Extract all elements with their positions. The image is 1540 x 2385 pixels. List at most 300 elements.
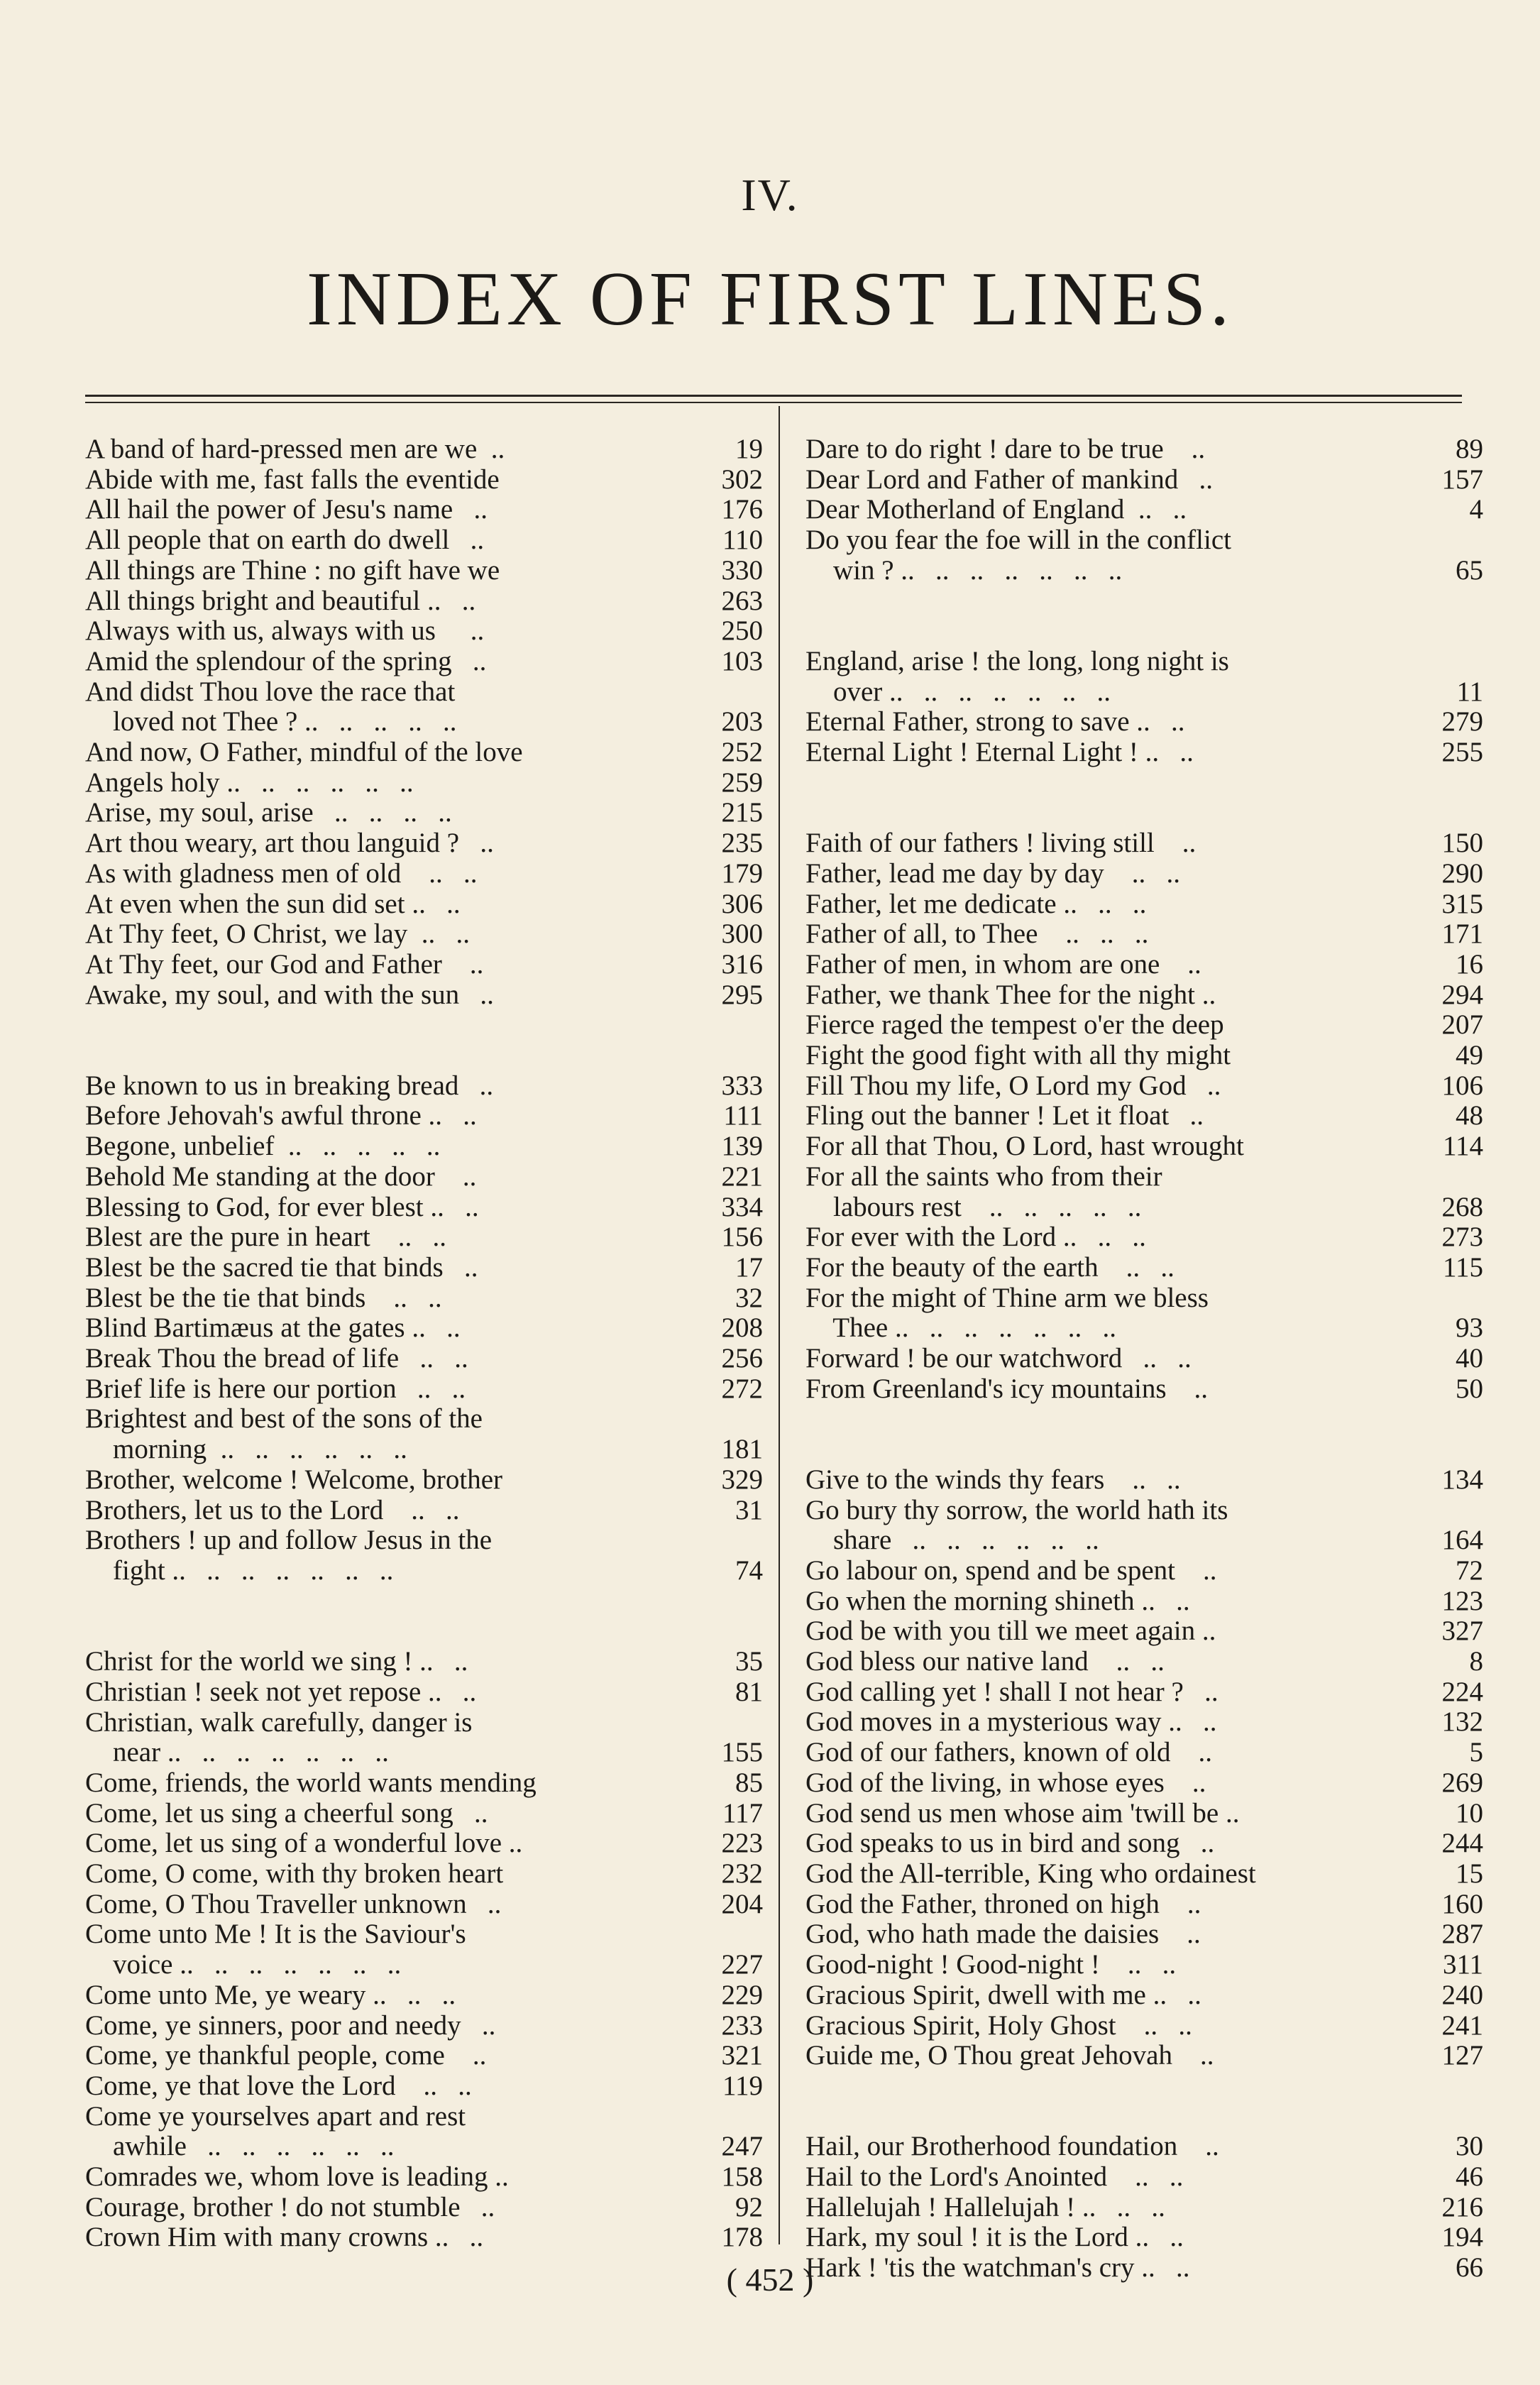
first-line-text: All things are Thine : no gift have we xyxy=(85,554,500,586)
hymn-number: 50 xyxy=(1456,1373,1483,1404)
first-line-text: Come, ye thankful people, come .. xyxy=(85,2040,487,2071)
first-line-text: over .. .. .. .. .. .. .. xyxy=(805,676,1111,707)
hymn-number: 8 xyxy=(1469,1646,1483,1677)
first-line-text: Awake, my soul, and with the sun .. xyxy=(85,979,494,1010)
hymn-number: 19 xyxy=(735,434,763,464)
first-line-text: Dear Lord and Father of mankind .. xyxy=(805,464,1213,495)
first-line-text: Fierce raged the tempest o'er the deep xyxy=(805,1009,1224,1041)
index-entry xyxy=(85,1313,763,1344)
index-entry xyxy=(85,1222,763,1253)
first-line-text: fight .. .. .. .. .. .. .. xyxy=(85,1555,394,1586)
first-line-text: labours rest .. .. .. .. .. xyxy=(805,1191,1142,1222)
hymn-number: 311 xyxy=(1442,1949,1483,1980)
first-line-text: Faith of our fathers ! living still .. xyxy=(805,828,1197,859)
index-entry xyxy=(805,1253,1483,1283)
index-column-left xyxy=(85,434,763,2253)
first-line-text: God, who hath made the daisies .. xyxy=(805,1919,1201,1950)
hymn-number: 40 xyxy=(1456,1343,1483,1374)
first-line-text: Crown Him with many crowns .. .. xyxy=(85,2222,484,2253)
index-entry xyxy=(805,2041,1483,2071)
hymn-number: 263 xyxy=(721,585,763,616)
hymn-number: 269 xyxy=(1441,1767,1483,1798)
hymn-number: 334 xyxy=(721,1191,763,1222)
hymn-number: 295 xyxy=(721,979,763,1010)
first-line-text: Go when the morning shineth .. .. xyxy=(805,1585,1190,1616)
index-entry xyxy=(805,1919,1483,1950)
index-entry xyxy=(85,647,763,677)
index-entry xyxy=(85,1738,763,1768)
header-rule-thick xyxy=(85,395,1462,397)
first-line-text: For all the saints who from their xyxy=(805,1161,1162,1192)
index-entry xyxy=(85,1374,763,1405)
first-line-text: All people that on earth do dwell .. xyxy=(85,525,485,556)
hymn-number: 204 xyxy=(721,1888,763,1919)
index-entry xyxy=(85,707,763,738)
first-line-text: Guide me, O Thou great Jehovah .. xyxy=(805,2040,1214,2071)
first-line-text: Fling out the banner ! Let it float .. xyxy=(805,1100,1204,1131)
index-entry xyxy=(85,495,763,525)
hymn-number: 103 xyxy=(721,645,763,676)
first-line-text: Come, ye sinners, poor and needy .. xyxy=(85,2010,496,2041)
hymn-number: 327 xyxy=(1441,1616,1483,1647)
index-entry xyxy=(805,1950,1483,1980)
letter-group-gap xyxy=(85,1010,763,1070)
first-line-text: Blest be the tie that binds .. .. xyxy=(85,1282,442,1313)
first-line-text: Come unto Me ! It is the Saviour's xyxy=(85,1919,466,1950)
first-line-text: Father of men, in whom are one .. xyxy=(805,948,1201,980)
index-entry xyxy=(805,2132,1483,2162)
first-line-text: Hail to the Lord's Anointed .. .. xyxy=(805,2161,1184,2193)
index-entry xyxy=(805,1707,1483,1738)
first-line-text: Comrades we, whom love is leading .. xyxy=(85,2161,509,2193)
index-entry xyxy=(805,1283,1483,1314)
hymn-number: 333 xyxy=(721,1070,763,1101)
hymn-number: 157 xyxy=(1441,464,1483,495)
index-entry xyxy=(805,859,1483,889)
hymn-number: 259 xyxy=(721,767,763,798)
first-line-text: God of our fathers, known of old .. xyxy=(805,1737,1212,1768)
first-line-text: For the might of Thine arm we bless xyxy=(805,1282,1209,1313)
first-line-text: share .. .. .. .. .. .. xyxy=(805,1525,1099,1556)
first-line-text: Christian ! seek not yet repose .. .. xyxy=(85,1676,477,1707)
first-line-text: God the Father, throned on high .. xyxy=(805,1888,1201,1919)
index-entry xyxy=(85,1799,763,1829)
index-entry xyxy=(85,616,763,647)
first-line-text: Come unto Me, ye weary .. .. .. xyxy=(85,1979,456,2010)
index-entry xyxy=(805,1586,1483,1617)
first-line-text: Fight the good fight with all thy might xyxy=(805,1040,1231,1071)
first-line-text: Blind Bartimæus at the gates .. .. xyxy=(85,1312,461,1344)
index-entry xyxy=(85,1647,763,1677)
index-column-right xyxy=(805,434,1483,2283)
letter-group-gap xyxy=(85,1586,763,1647)
index-entry xyxy=(85,1950,763,1980)
index-entry xyxy=(85,1071,763,1102)
first-line-text: Brothers ! up and follow Jesus in the xyxy=(85,1525,493,1556)
first-line-text: Father, let me dedicate .. .. .. xyxy=(805,888,1147,919)
index-entry xyxy=(805,1859,1483,1890)
hymn-number: 132 xyxy=(1441,1706,1483,1738)
hymn-number: 247 xyxy=(721,2131,763,2162)
hymn-number: 156 xyxy=(721,1222,763,1253)
hymn-number: 272 xyxy=(721,1373,763,1404)
hymn-number: 117 xyxy=(722,1797,763,1828)
hymn-number: 273 xyxy=(1441,1222,1483,1253)
hymn-number: 224 xyxy=(1441,1676,1483,1707)
index-entry xyxy=(805,1647,1483,1677)
first-line-text: Brief life is here our portion .. .. xyxy=(85,1373,466,1404)
hymn-number: 256 xyxy=(721,1343,763,1374)
hymn-number: 194 xyxy=(1441,2222,1483,2253)
hymn-number: 306 xyxy=(721,888,763,919)
first-line-text: Father of all, to Thee .. .. .. xyxy=(805,919,1149,950)
hymn-number: 106 xyxy=(1441,1070,1483,1101)
index-entry xyxy=(805,889,1483,920)
first-line-text: For ever with the Lord .. .. .. xyxy=(805,1222,1146,1253)
hymn-number: 74 xyxy=(735,1555,763,1586)
index-entry xyxy=(805,2222,1483,2253)
hymn-number: 227 xyxy=(721,1949,763,1980)
first-line-text: Behold Me standing at the door .. xyxy=(85,1161,477,1192)
first-line-text: Hark, my soul ! it is the Lord .. .. xyxy=(805,2222,1184,2253)
first-line-text: God speaks to us in bird and song .. xyxy=(805,1828,1215,1859)
hymn-number: 49 xyxy=(1456,1040,1483,1071)
hymn-number: 232 xyxy=(721,1858,763,1890)
index-entry xyxy=(805,1465,1483,1496)
hymn-number: 255 xyxy=(1441,737,1483,768)
hymn-number: 16 xyxy=(1456,948,1483,980)
first-line-text: Courage, brother ! do not stumble .. xyxy=(85,2191,495,2222)
index-entry xyxy=(85,1708,763,1738)
hymn-number: 181 xyxy=(721,1434,763,1465)
index-entry xyxy=(805,1162,1483,1192)
first-line-text: Brother, welcome ! Welcome, brother xyxy=(85,1464,503,1495)
first-line-text: Blest be the sacred tie that binds .. xyxy=(85,1251,478,1283)
first-line-text: Father, lead me day by day .. .. xyxy=(805,857,1181,889)
first-line-text: Give to the winds thy fears .. .. xyxy=(805,1464,1181,1495)
index-entry xyxy=(85,1768,763,1799)
hymn-number: 85 xyxy=(735,1767,763,1798)
first-line-text: For all that Thou, O Lord, hast wrought xyxy=(805,1131,1244,1162)
index-entry xyxy=(805,919,1483,950)
hymn-number: 244 xyxy=(1441,1828,1483,1859)
first-line-text: Gracious Spirit, dwell with me .. .. xyxy=(805,1979,1201,2010)
index-entry xyxy=(805,1616,1483,1647)
hymn-number: 35 xyxy=(735,1646,763,1677)
first-line-text: God send us men whose aim 'twill be .. xyxy=(805,1797,1240,1828)
hymn-number: 208 xyxy=(721,1312,763,1344)
first-line-text: Christ for the world we sing ! .. .. xyxy=(85,1646,468,1677)
hymn-number: 290 xyxy=(1441,857,1483,889)
index-entry xyxy=(805,677,1483,708)
hymn-number: 321 xyxy=(721,2040,763,2071)
index-entry xyxy=(85,586,763,617)
hymn-number: 329 xyxy=(721,1464,763,1495)
index-entry xyxy=(805,707,1483,738)
hymn-number: 127 xyxy=(1441,2040,1483,2071)
first-line-text: Gracious Spirit, Holy Ghost .. .. xyxy=(805,2010,1192,2041)
index-entry xyxy=(805,2162,1483,2193)
index-entry xyxy=(805,1768,1483,1799)
first-line-text: Brothers, let us to the Lord .. .. xyxy=(85,1494,460,1525)
hymn-number: 268 xyxy=(1441,1191,1483,1222)
index-entry xyxy=(805,1192,1483,1223)
hymn-number: 229 xyxy=(721,1979,763,2010)
index-entry xyxy=(85,828,763,859)
first-line-text: God moves in a mysterious way .. .. xyxy=(805,1706,1217,1738)
first-line-text: Go bury thy sorrow, the world hath its xyxy=(805,1494,1228,1525)
index-entry xyxy=(805,1374,1483,1405)
first-line-text: God calling yet ! shall I not hear ? .. xyxy=(805,1676,1219,1707)
index-entry xyxy=(805,1222,1483,1253)
header-rule-thin xyxy=(85,402,1462,403)
hymn-number: 155 xyxy=(721,1737,763,1768)
hymn-number: 252 xyxy=(721,737,763,768)
first-line-text: Come, ye that love the Lord .. .. xyxy=(85,2070,472,2101)
hymn-number: 235 xyxy=(721,828,763,859)
hymn-number: 164 xyxy=(1441,1525,1483,1556)
hymn-number: 81 xyxy=(735,1676,763,1707)
hymn-number: 31 xyxy=(735,1494,763,1525)
index-entry xyxy=(85,798,763,828)
index-entry xyxy=(85,1283,763,1314)
index-entry xyxy=(805,1071,1483,1102)
hymn-number: 215 xyxy=(721,797,763,828)
letter-group-gap xyxy=(805,586,1483,647)
hymn-number: 241 xyxy=(1441,2010,1483,2041)
first-line-text: And didst Thou love the race that xyxy=(85,676,456,707)
first-line-text: Before Jehovah's awful throne .. .. xyxy=(85,1100,477,1131)
hymn-number: 93 xyxy=(1456,1312,1483,1344)
hymn-number: 110 xyxy=(722,525,763,556)
hymn-number: 4 xyxy=(1469,494,1483,525)
first-line-text: Eternal Father, strong to save .. .. xyxy=(805,706,1185,738)
index-entry xyxy=(85,2041,763,2071)
index-entry xyxy=(805,828,1483,859)
hymn-number: 207 xyxy=(1441,1009,1483,1041)
index-entry xyxy=(85,768,763,799)
first-line-text: Blessing to God, for ever blest .. .. xyxy=(85,1191,479,1222)
index-entry xyxy=(805,1828,1483,1859)
section-number: IV. xyxy=(741,170,799,220)
index-entry xyxy=(85,859,763,889)
hymn-number: 171 xyxy=(1441,919,1483,950)
first-line-text: Angels holy .. .. .. .. .. .. xyxy=(85,767,414,798)
hymn-number: 160 xyxy=(1441,1888,1483,1919)
index-entry xyxy=(805,1496,1483,1526)
index-entry xyxy=(85,1404,763,1435)
index-entry xyxy=(85,1131,763,1162)
index-entry xyxy=(85,525,763,556)
first-line-text: Christian, walk carefully, danger is xyxy=(85,1706,473,1738)
first-line-text: Dear Motherland of England .. .. xyxy=(805,494,1187,525)
index-entry xyxy=(85,1525,763,1556)
hymn-number: 294 xyxy=(1441,979,1483,1010)
hymn-number: 114 xyxy=(1442,1131,1483,1162)
first-line-text: Break Thou the bread of life .. .. xyxy=(85,1343,468,1374)
index-entry xyxy=(85,677,763,708)
index-entry xyxy=(85,1253,763,1283)
first-line-text: Good-night ! Good-night ! .. .. xyxy=(805,1949,1177,1980)
hymn-number: 48 xyxy=(1456,1100,1483,1131)
first-line-text: God of the living, in whose eyes .. xyxy=(805,1767,1206,1798)
hymn-number: 240 xyxy=(1441,1979,1483,2010)
first-line-text: God be with you till we meet again .. xyxy=(805,1616,1216,1647)
index-entry xyxy=(85,1101,763,1131)
hymn-number: 72 xyxy=(1456,1555,1483,1586)
first-line-text: All hail the power of Jesu's name .. xyxy=(85,494,488,525)
first-line-text: Abide with me, fast falls the eventide xyxy=(85,464,500,495)
index-entry xyxy=(85,1980,763,2011)
index-entry xyxy=(805,1890,1483,1920)
first-line-text: Forward ! be our watchword .. .. xyxy=(805,1343,1192,1374)
first-line-text: Blest are the pure in heart .. .. xyxy=(85,1222,446,1253)
hymn-number: 46 xyxy=(1456,2161,1483,2193)
hymn-number: 139 xyxy=(721,1131,763,1162)
first-line-text: At Thy feet, O Christ, we lay .. .. xyxy=(85,919,470,950)
hymn-number: 158 xyxy=(721,2161,763,2193)
index-entry xyxy=(805,1525,1483,1556)
hymn-number: 119 xyxy=(722,2070,763,2101)
first-line-text: As with gladness men of old .. .. xyxy=(85,857,478,889)
index-entry xyxy=(85,1435,763,1465)
hymn-number: 10 xyxy=(1456,1797,1483,1828)
hymn-number: 279 xyxy=(1441,706,1483,738)
hymn-number: 11 xyxy=(1456,676,1483,707)
index-entry xyxy=(85,1890,763,1920)
hymn-number: 221 xyxy=(721,1161,763,1192)
hymn-number: 17 xyxy=(735,1251,763,1283)
first-line-text: And now, O Father, mindful of the love xyxy=(85,737,523,768)
first-line-text: Eternal Light ! Eternal Light ! .. .. xyxy=(805,737,1194,768)
hymn-number: 176 xyxy=(721,494,763,525)
first-line-text: win ? .. .. .. .. .. .. .. xyxy=(805,554,1123,586)
column-divider xyxy=(779,406,780,2244)
index-entry xyxy=(85,1677,763,1708)
first-line-text: Thee .. .. .. .. .. .. .. xyxy=(805,1312,1116,1344)
index-entry xyxy=(85,2162,763,2193)
letter-group-gap xyxy=(805,1404,1483,1464)
first-line-text: At Thy feet, our God and Father .. xyxy=(85,948,484,980)
first-line-text: Always with us, always with us .. xyxy=(85,615,485,647)
index-entry xyxy=(85,950,763,980)
index-entry xyxy=(805,647,1483,677)
first-line-text: Come ye yourselves apart and rest xyxy=(85,2100,466,2132)
index-entry xyxy=(85,2193,763,2223)
index-entry xyxy=(805,1041,1483,1071)
first-line-text: A band of hard-pressed men are we .. xyxy=(85,434,505,464)
hymn-number: 250 xyxy=(721,615,763,647)
hymn-number: 15 xyxy=(1456,1858,1483,1889)
first-line-text: Come, friends, the world wants mending xyxy=(85,1767,537,1798)
hymn-number: 5 xyxy=(1469,1737,1483,1768)
hymn-number: 32 xyxy=(735,1282,763,1313)
index-entry xyxy=(805,2193,1483,2223)
first-line-text: From Greenland's icy mountains .. xyxy=(805,1373,1209,1404)
first-line-text: Come, let us sing a cheerful song .. xyxy=(85,1797,488,1828)
first-line-text: Do you fear the foe will in the conflict xyxy=(805,525,1231,556)
index-entry xyxy=(805,1131,1483,1162)
hymn-number: 300 xyxy=(721,919,763,950)
hymn-number: 123 xyxy=(1441,1585,1483,1616)
hymn-number: 66 xyxy=(1456,2252,1483,2283)
index-entry xyxy=(805,1738,1483,1768)
first-line-text: Come, O Thou Traveller unknown .. xyxy=(85,1888,502,1919)
index-entry xyxy=(805,1677,1483,1708)
first-line-text: God bless our native land .. .. xyxy=(805,1646,1165,1677)
index-entry xyxy=(85,1919,763,1950)
first-line-text: Amid the splendour of the spring .. xyxy=(85,645,487,676)
index-entry xyxy=(85,889,763,920)
index-entry xyxy=(85,434,763,465)
index-entry xyxy=(85,2011,763,2041)
first-line-text: God the All-terrible, King who ordainest xyxy=(805,1858,1256,1889)
first-line-text: near .. .. .. .. .. .. .. xyxy=(85,1737,389,1768)
hymn-number: 115 xyxy=(1442,1251,1483,1283)
first-line-text: Go labour on, spend and be spent .. xyxy=(805,1555,1217,1586)
index-entry xyxy=(805,1799,1483,1829)
hymn-number: 89 xyxy=(1456,434,1483,464)
hymn-number: 92 xyxy=(735,2191,763,2222)
page-number: ( 452 ) xyxy=(726,2261,814,2298)
page-title: INDEX OF FIRST LINES. xyxy=(306,257,1234,341)
index-entry xyxy=(805,556,1483,586)
index-entry xyxy=(805,1344,1483,1374)
index-entry xyxy=(85,1556,763,1586)
first-line-text: voice .. .. .. .. .. .. .. xyxy=(85,1949,402,1980)
index-entry xyxy=(85,1344,763,1374)
letter-group-gap xyxy=(805,2071,1483,2132)
hymn-number: 216 xyxy=(1441,2191,1483,2222)
index-entry xyxy=(805,1101,1483,1131)
first-line-text: Dare to do right ! dare to be true .. xyxy=(805,434,1206,464)
index-entry xyxy=(85,1496,763,1526)
index-entry xyxy=(805,738,1483,768)
index-entry xyxy=(805,980,1483,1011)
index-entry xyxy=(805,1313,1483,1344)
index-entry xyxy=(85,1859,763,1890)
first-line-text: Hark ! 'tis the watchman's cry .. .. xyxy=(805,2252,1190,2283)
index-entry xyxy=(805,525,1483,556)
hymn-number: 150 xyxy=(1441,828,1483,859)
index-entry xyxy=(805,1556,1483,1586)
first-line-text: Fill Thou my life, O Lord my God .. xyxy=(805,1070,1221,1101)
hymn-number: 65 xyxy=(1456,554,1483,586)
first-line-text: Be known to us in breaking bread .. xyxy=(85,1070,494,1101)
hymn-number: 223 xyxy=(721,1828,763,1859)
index-entry xyxy=(85,2222,763,2253)
index-entry xyxy=(85,2102,763,2132)
first-line-text: loved not Thee ? .. .. .. .. .. xyxy=(85,706,457,738)
first-line-text: Come, O come, with thy broken heart xyxy=(85,1858,504,1890)
first-line-text: All things bright and beautiful .. .. xyxy=(85,585,476,616)
index-entry xyxy=(85,1192,763,1223)
hymn-number: 134 xyxy=(1441,1464,1483,1495)
first-line-text: At even when the sun did set .. .. xyxy=(85,888,461,919)
index-entry xyxy=(85,1828,763,1859)
first-line-text: For the beauty of the earth .. .. xyxy=(805,1251,1175,1283)
first-line-text: Hail, our Brotherhood foundation .. xyxy=(805,2131,1219,2162)
index-entry xyxy=(805,495,1483,525)
index-entry xyxy=(85,738,763,768)
hymn-number: 302 xyxy=(721,464,763,495)
index-entry xyxy=(85,2071,763,2102)
index-entry xyxy=(85,919,763,950)
first-line-text: England, arise ! the long, long night is xyxy=(805,645,1229,676)
hymn-number: 178 xyxy=(721,2222,763,2253)
index-entry xyxy=(85,465,763,495)
hymn-number: 179 xyxy=(721,857,763,889)
